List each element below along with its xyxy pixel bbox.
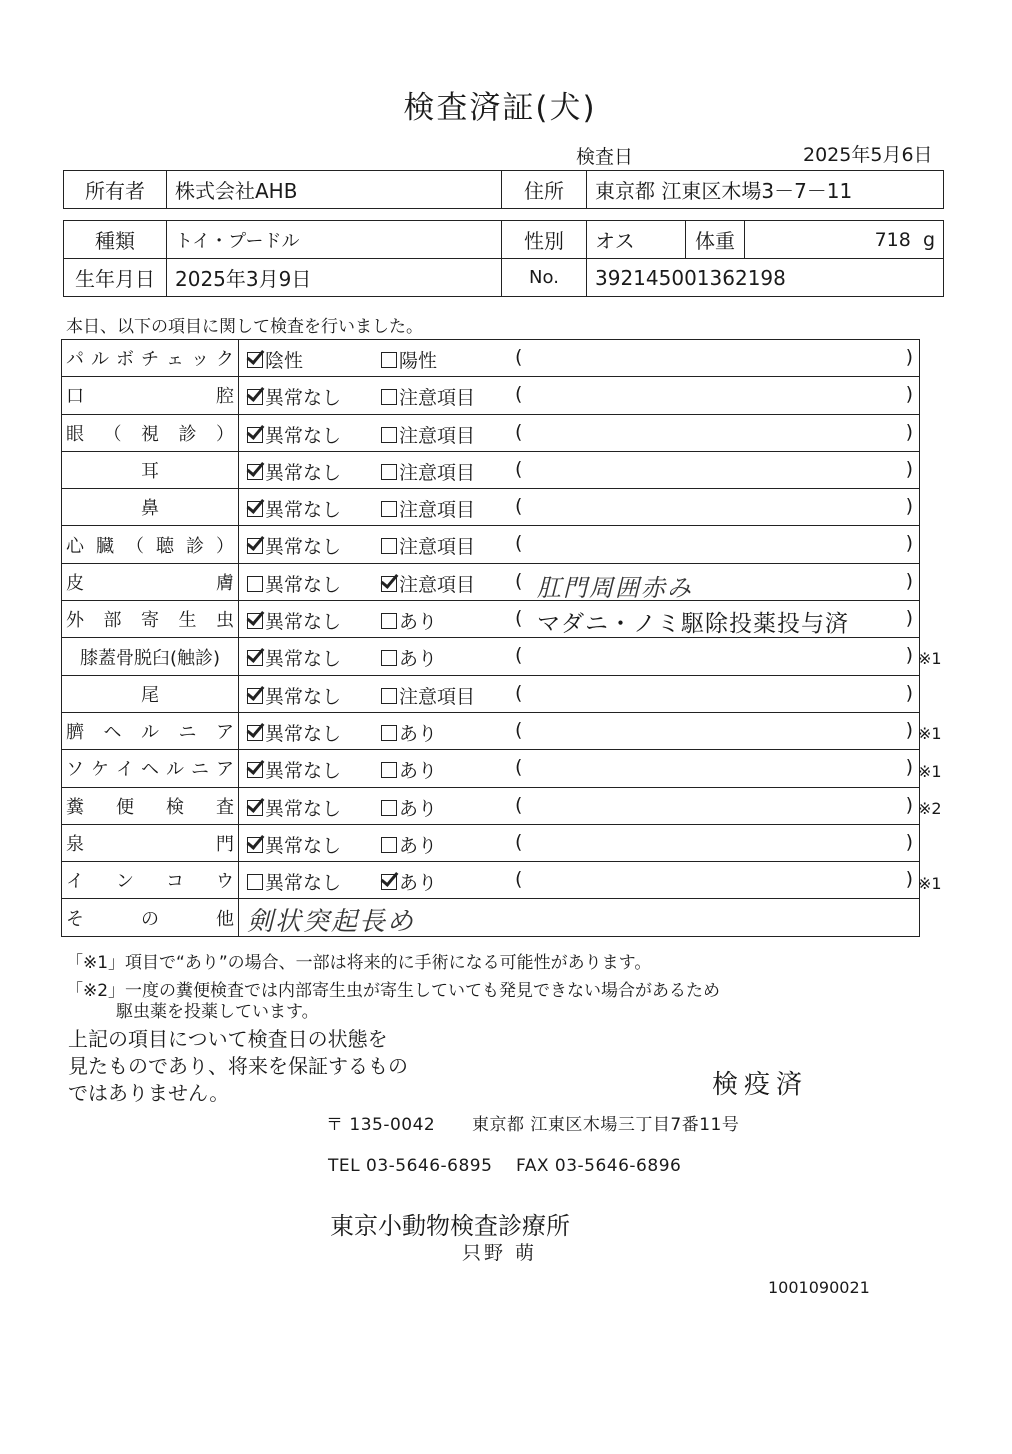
caveat: 上記の項目について検査日の状態を 見たものであり、将来を保証するもの ではありません。 — [68, 1027, 408, 1105]
check-options: 異常なし 注意項目 ( ) — [239, 377, 920, 414]
other-note: 剣状突起長め — [239, 899, 920, 936]
option-abnormal[interactable]: あり — [381, 756, 437, 783]
table-row — [62, 340, 920, 377]
check-options: 異常なし 注意項目 ( ) — [239, 489, 920, 526]
check-item-label: 膝蓋骨脱臼(触診) — [62, 638, 239, 675]
checkbox-icon[interactable] — [381, 464, 397, 480]
check-item-label: 口 腔 — [62, 377, 239, 414]
breed-value: トイ・プードル — [167, 221, 502, 259]
owner-value: 株式会社AHB — [167, 171, 502, 209]
option-abnormal[interactable]: あり — [381, 794, 437, 821]
check-item-label: 泉 門 — [62, 824, 239, 861]
check-options: 陰性 陽性 ( ) — [239, 340, 920, 377]
footnote-2-cont: 駆虫薬を投薬しています。 — [116, 1002, 319, 1022]
exam-date: 2025年5月6日 — [803, 144, 933, 166]
inspection-table — [61, 339, 920, 937]
option-abnormal[interactable]: 注意項目 — [381, 495, 475, 522]
birth-label: 生年月日 — [64, 259, 167, 297]
table-row — [62, 824, 920, 861]
other-label: そ の 他 — [62, 899, 239, 936]
check-item-label: 鼻 — [62, 489, 239, 526]
option-normal[interactable]: 異常なし — [247, 532, 341, 559]
check-options: 異常なし あり ( ) — [239, 862, 920, 899]
checkbox-icon[interactable] — [381, 389, 397, 405]
checked-box-icon[interactable] — [247, 762, 263, 778]
sex-label: 性別 — [502, 221, 587, 259]
table-row — [62, 451, 920, 488]
check-note: 肛門周囲赤み — [537, 573, 693, 602]
breed-label: 種類 — [64, 221, 167, 259]
check-options: 異常なし あり ( ) — [239, 638, 920, 675]
option-normal[interactable]: 異常なし — [247, 383, 341, 410]
table-row-other — [62, 899, 920, 936]
checkbox-icon[interactable] — [381, 352, 397, 368]
check-item-label: 糞 便 検 査 — [62, 787, 239, 824]
table-row — [62, 377, 920, 414]
table-row — [62, 601, 920, 638]
table-row — [62, 563, 920, 600]
table-row — [62, 712, 920, 749]
tel: TEL 03-5646-6895 — [328, 1156, 493, 1176]
option-abnormal[interactable]: あり — [381, 719, 437, 746]
checkbox-icon[interactable] — [381, 762, 397, 778]
checkbox-icon[interactable] — [381, 800, 397, 816]
check-options: 異常なし あり ( ) マダニ・ノミ駆除投薬投与済 — [239, 601, 920, 638]
check-item-label: 皮 膚 — [62, 563, 239, 600]
option-normal[interactable]: 異常なし — [247, 458, 341, 485]
option-normal[interactable]: 異常なし — [247, 570, 341, 597]
table-row — [62, 862, 920, 899]
option-abnormal[interactable]: 注意項目 — [381, 458, 475, 485]
table-row — [62, 526, 920, 563]
no-value: 392145001362198 — [587, 259, 944, 297]
option-normal[interactable]: 異常なし — [247, 719, 341, 746]
checkbox-icon[interactable] — [381, 501, 397, 517]
check-item-label: 尾 — [62, 675, 239, 712]
check-options: 異常なし 注意項目 ( ) — [239, 675, 920, 712]
owner-table — [63, 170, 944, 209]
serial-number: 1001090021 — [768, 1278, 870, 1297]
weight-value: 718 g — [745, 221, 944, 259]
clinic-address: 東京都 江東区木場三丁目7番11号 — [472, 1115, 740, 1135]
check-item-label: 眼 （ 視 診 ） — [62, 414, 239, 451]
option-abnormal[interactable]: 陽性 — [381, 346, 437, 373]
table-row — [62, 787, 920, 824]
no-label: No. — [502, 259, 587, 297]
checked-box-icon[interactable] — [247, 389, 263, 405]
option-normal[interactable]: 異常なし — [247, 421, 341, 448]
checked-box-icon[interactable] — [247, 538, 263, 554]
checked-box-icon[interactable] — [247, 688, 263, 704]
checkbox-icon[interactable] — [381, 837, 397, 853]
checked-box-icon[interactable] — [247, 650, 263, 666]
clinic-name: 東京小動物検査診療所 — [330, 1212, 570, 1240]
weight-label: 体重 — [686, 221, 745, 259]
checkbox-icon[interactable] — [381, 538, 397, 554]
exam-date-label: 検査日 — [576, 146, 634, 168]
postal-code: 〒 135-0042 — [326, 1115, 436, 1135]
checked-box-icon[interactable] — [247, 464, 263, 480]
checked-box-icon[interactable] — [381, 874, 397, 890]
footnote-mark: ※1 — [918, 761, 942, 781]
table-row — [62, 750, 920, 787]
option-normal[interactable]: 異常なし — [247, 495, 341, 522]
checkbox-icon[interactable] — [381, 725, 397, 741]
option-normal[interactable]: 異常なし — [247, 831, 341, 858]
check-options: 異常なし あり ( ) — [239, 750, 920, 787]
checked-box-icon[interactable] — [247, 427, 263, 443]
option-abnormal[interactable]: 注意項目 — [381, 421, 475, 448]
fax: FAX 03-5646-6896 — [516, 1156, 682, 1176]
option-abnormal[interactable]: あり — [381, 831, 437, 858]
checkbox-icon[interactable] — [381, 650, 397, 666]
checkbox-icon[interactable] — [381, 613, 397, 629]
footnote-mark: ※1 — [918, 724, 942, 743]
checked-box-icon[interactable] — [247, 613, 263, 629]
intro-text: 本日、以下の項目に関して検査を行いました。 — [66, 317, 423, 337]
check-options: 異常なし 注意項目 ( ) — [239, 451, 920, 488]
check-options: 異常なし 注意項目 ( ) — [239, 414, 920, 451]
check-item-label: 心 臓 （ 聴 診 ） — [62, 526, 239, 563]
check-options: 異常なし あり ( ) — [239, 712, 920, 749]
footnote-mark: ※1 — [918, 649, 942, 668]
document-title: 検査済証(犬) — [403, 90, 597, 126]
check-item-label: ソ ケ イ ヘ ル ニ ア — [62, 750, 239, 787]
option-normal[interactable]: 異常なし — [247, 794, 341, 821]
checked-box-icon[interactable] — [381, 576, 397, 592]
footnote-mark: ※1 — [918, 874, 942, 893]
quarantine-stamp: 検疫済 — [712, 1070, 809, 1100]
check-options: 異常なし あり ( ) — [239, 787, 920, 824]
check-options: 異常なし あり ( ) — [239, 824, 920, 861]
address-value: 東京都 江東区木場3－7－11 — [587, 171, 944, 209]
footnote-1: 「※1」項目で“あり”の場合、一部は将来的に手術になる可能性があります。 — [66, 953, 652, 973]
check-note: マダニ・ノミ駆除投薬投与済 — [537, 611, 849, 638]
option-abnormal[interactable]: あり — [381, 868, 437, 895]
option-normal[interactable]: 異常なし — [247, 868, 341, 895]
option-abnormal[interactable]: あり — [381, 607, 437, 634]
checked-box-icon[interactable] — [247, 800, 263, 816]
table-row — [62, 489, 920, 526]
option-normal[interactable]: 異常なし — [247, 756, 341, 783]
option-abnormal[interactable]: 注意項目 — [381, 682, 475, 709]
option-abnormal[interactable]: あり — [381, 644, 437, 671]
table-row — [62, 414, 920, 451]
check-item-label: イ ン コ ウ — [62, 862, 239, 899]
option-abnormal[interactable]: 注意項目 — [381, 532, 475, 559]
footnote-mark: ※2 — [918, 799, 942, 818]
check-options: 異常なし 注意項目 ( ) — [239, 526, 920, 563]
option-normal[interactable]: 陰性 — [247, 346, 303, 373]
option-normal[interactable]: 異常なし — [247, 644, 341, 671]
sex-value: オス — [587, 221, 686, 259]
checked-box-icon[interactable] — [247, 352, 263, 368]
option-abnormal[interactable]: 注意項目 — [381, 383, 475, 410]
table-row — [62, 675, 920, 712]
checked-box-icon[interactable] — [247, 501, 263, 517]
checked-box-icon[interactable] — [247, 725, 263, 741]
option-normal[interactable]: 異常なし — [247, 682, 341, 709]
footnote-2: 「※2」一度の糞便検査では内部寄生虫が寄生していても発見できない場合があるため — [66, 981, 721, 1001]
address-label: 住所 — [502, 171, 587, 209]
pet-table — [63, 220, 944, 297]
birth-value: 2025年3月9日 — [167, 259, 502, 297]
check-item-label: パ ル ボ チ ェ ッ ク — [62, 340, 239, 377]
table-row — [62, 638, 920, 675]
check-item-label: 耳 — [62, 451, 239, 488]
checkbox-icon[interactable] — [247, 874, 263, 890]
checkbox-icon[interactable] — [381, 427, 397, 443]
checked-box-icon[interactable] — [247, 837, 263, 853]
checkbox-icon[interactable] — [247, 576, 263, 592]
option-abnormal[interactable]: 注意項目 — [381, 570, 475, 597]
vet-name: 只野 萌 — [462, 1242, 538, 1264]
option-normal[interactable]: 異常なし — [247, 607, 341, 634]
checkbox-icon[interactable] — [381, 688, 397, 704]
check-options: 異常なし 注意項目 ( ) 肛門周囲赤み — [239, 563, 920, 600]
check-item-label: 外 部 寄 生 虫 — [62, 601, 239, 638]
check-item-label: 臍 ヘ ル ニ ア — [62, 712, 239, 749]
owner-label: 所有者 — [64, 171, 167, 209]
